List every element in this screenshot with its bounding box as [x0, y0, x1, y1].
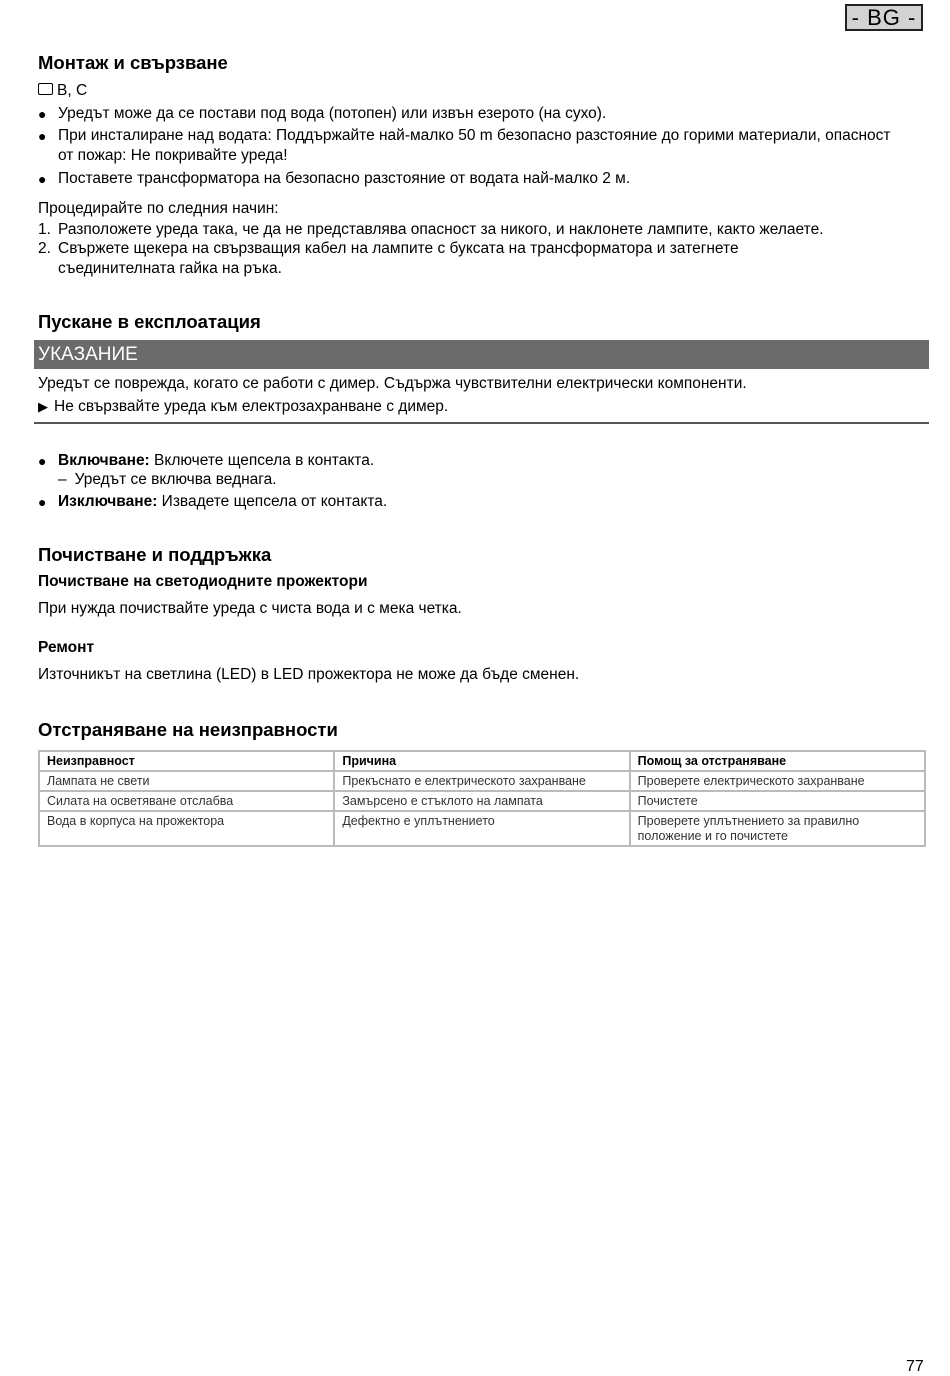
list-item: [38, 451, 908, 471]
switch-on-text: Включете щепсела в контакта.: [149, 452, 375, 469]
table-row: [39, 811, 925, 846]
repair-text: Източникът на светлина (LED) в LED прожектора не може да бъде сменен.: [38, 666, 580, 683]
table-cell: Замърсено е стъклото на лампата: [334, 791, 629, 811]
list-item: [38, 492, 908, 512]
step-number: 1.: [38, 221, 51, 238]
figure-ref-text: B, C: [57, 82, 88, 99]
table-cell: Вода в корпуса на прожектора: [39, 811, 334, 846]
table-header-row: [39, 751, 925, 771]
table-cell: Почистете: [630, 791, 925, 811]
list-item-text: При инсталиране над водата: Поддържайте най-малко 50 m безопасно разстояние до горими материали, опасност от пожар: Не покривайте уреда!: [58, 127, 891, 164]
column-header: Помощ за отстраняване: [630, 751, 925, 771]
bullet-icon: ●: [38, 494, 47, 510]
section-heading-cleaning: Почистване и поддръжка: [38, 544, 272, 565]
switch-off-label: Изключване:: [58, 493, 158, 510]
table-cell: Лампата не свети: [39, 771, 334, 791]
step-text: Свържете щекера на свързващия кабел на лампите с буксата на трансформатора и затегнете съединителната гайка на ръка.: [58, 240, 739, 277]
column-header: Причина: [334, 751, 629, 771]
cleaning-text: При нужда почиствайте уреда с чиста вода и с мека четка.: [38, 600, 462, 617]
list-item: [38, 169, 908, 189]
list-item: [38, 126, 908, 166]
page-number: 77: [906, 1358, 924, 1375]
table-cell: Силата на осветяване отслабва: [39, 791, 334, 811]
subheading-led-cleaning: Почистване на светодиодните прожектори: [38, 573, 368, 590]
notice-bar: УКАЗАНИЕ: [34, 340, 929, 369]
bullet-icon: ●: [38, 171, 47, 187]
list-item-text: Поставете трансформатора на безопасно разстояние от водата най-малко 2 м.: [58, 170, 631, 187]
list-item: [38, 104, 908, 124]
language-tag: - BG -: [845, 4, 923, 31]
table-cell: Прекъснато е електрическото захранване: [334, 771, 629, 791]
figure-icon: [38, 83, 53, 95]
bullet-icon: ●: [38, 453, 47, 469]
section-heading-assembly: Монтаж и свързване: [38, 52, 228, 73]
list-item-text: Уредът може да се постави под вода (потопен) или извън езерото (на сухо).: [58, 105, 607, 122]
section-heading-troubleshooting: Отстраняване на неизправности: [38, 719, 338, 740]
procedure-intro: Процедирайте по следния начин:: [38, 200, 279, 217]
notice-action-text: Не свързвайте уреда към електрозахранване с димер.: [54, 398, 449, 415]
column-header: Неизправност: [39, 751, 334, 771]
table-cell: Дефектно е уплътнението: [334, 811, 629, 846]
table-cell: Проверете уплътнението за правилно положение и го почистете: [630, 811, 925, 846]
table-row: [39, 791, 925, 811]
troubleshooting-table: [38, 750, 926, 847]
numbered-step: [38, 239, 908, 279]
arrow-right-icon: ▶: [38, 399, 48, 414]
notice-action: [38, 397, 448, 417]
notice-text: Уредът се поврежда, когато се работи с димер. Съдържа чувствителни електрически компоненти.: [38, 375, 747, 392]
numbered-step: [38, 220, 908, 240]
bullet-icon: ●: [38, 106, 47, 122]
subheading-repair: Ремонт: [38, 639, 95, 656]
bullet-icon: ●: [38, 128, 47, 144]
step-number: 2.: [38, 240, 51, 257]
sub-list-text: Уредът се включва веднага.: [74, 471, 277, 488]
switch-off-text: Извадете щепсела от контакта.: [157, 493, 388, 510]
notice-divider: [34, 422, 929, 424]
figure-reference: [38, 81, 87, 101]
step-text: Разположете уреда така, че да не представлява опасност за никого, и наклонете лампите, както желаете.: [58, 221, 824, 238]
dash-icon: –: [58, 471, 67, 488]
sub-list-item: [58, 470, 277, 490]
table-cell: Проверете електрическото захранване: [630, 771, 925, 791]
switch-on-label: Включване:: [58, 452, 150, 469]
table-row: [39, 771, 925, 791]
section-heading-startup: Пускане в експлоатация: [38, 311, 261, 332]
